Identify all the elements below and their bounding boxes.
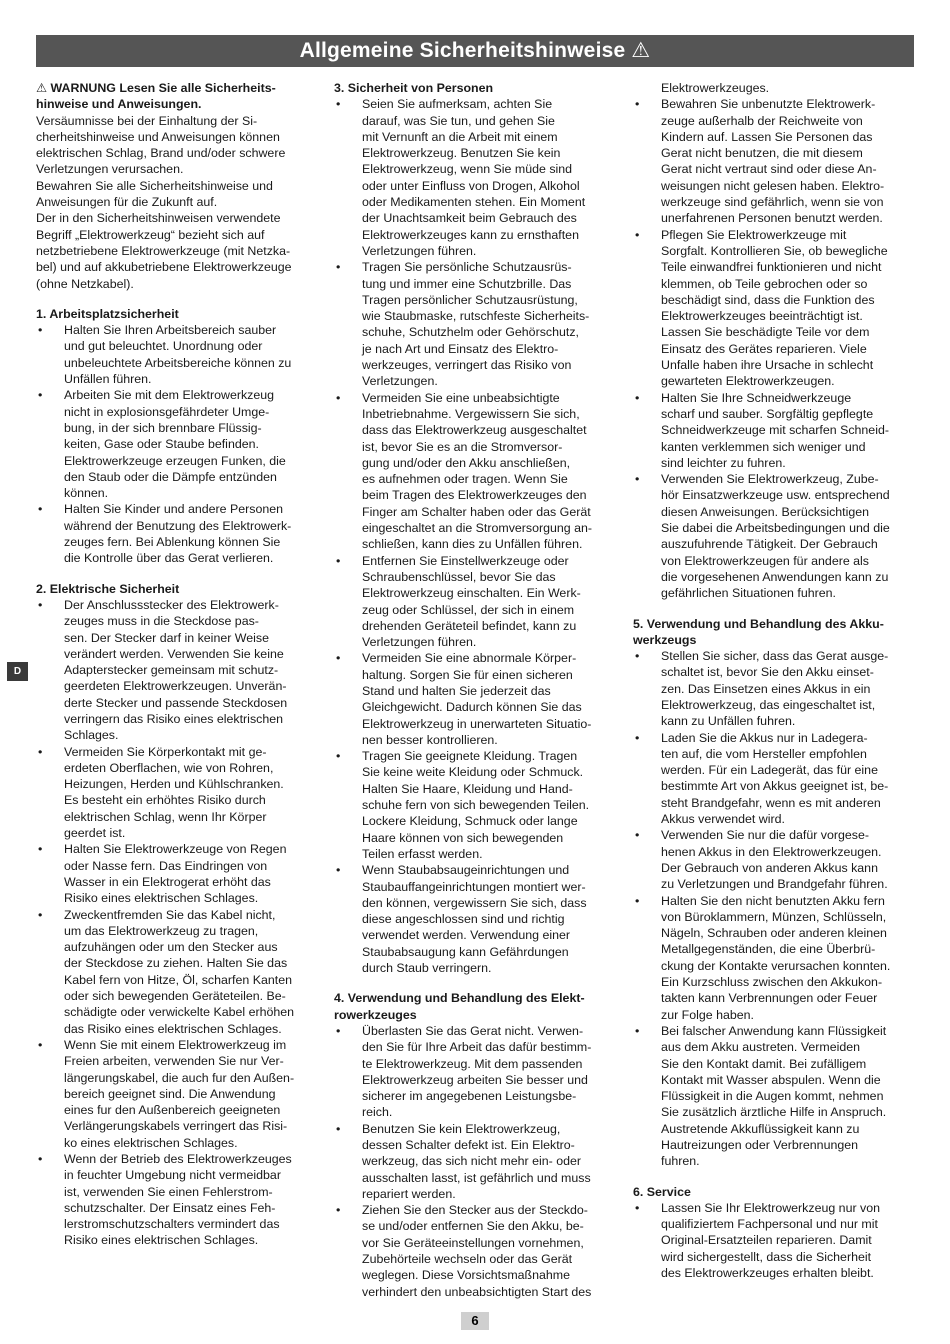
bullet-icon: • <box>336 553 341 568</box>
list-item-text: Halten Sie Elektrowerkzeuge von Regen oder Nasse fern. Das Eindringen von Wasser in ein Elektrogerat erhöht das Risiko eines elektrischen Schlages. <box>64 842 287 906</box>
list-item <box>633 893 915 1023</box>
continuation-text: Elektrowerkzeuges. <box>661 81 770 95</box>
list-item-text: Tragen Sie persönliche Schutzausrüs- tung und immer eine Schutzbrille. Das Tragen persönlicher Schutzausrüstung, wie Staubmaske, rutschfeste Sicherheits- schuhe, Schutzhelm oder Gehörschutz, je nach Art und Einsatz des Elektro- werkzeuges, verringert das Risiko von Verletzungen. <box>362 260 590 389</box>
page-number: 6 <box>461 1312 489 1330</box>
column-3 <box>633 80 915 1281</box>
list-item <box>334 748 616 862</box>
bullet-icon: • <box>635 649 640 664</box>
list-item <box>36 841 316 906</box>
bullet-icon: • <box>336 260 341 275</box>
list-item-text: Stellen Sie sicher, dass das Gerat ausge- schaltet ist, bevor Sie den Akku einset- zen. Das Einsetzen eines Akkus in ein Elektrowerkzeug, das eingeschaltet ist, kann zu Unfällen fuhren. <box>661 649 889 729</box>
bullet-icon: • <box>38 388 43 403</box>
list-item <box>36 322 316 387</box>
list-item-text: Lassen Sie Ihr Elektrowerkzeug nur von qualifiziertem Fachpersonal und nur mit Original-Ersatzteilen reparieren. Damit wird sichergestellt, dass die Sicherheit des Elektrowerkzeuges erhalten bleibt. <box>661 1200 881 1281</box>
list-item <box>334 390 616 553</box>
bullet-icon: • <box>38 907 43 922</box>
bullet-list <box>633 648 915 1170</box>
bullet-list <box>36 322 316 566</box>
list-item <box>36 501 316 566</box>
section-heading-6: 6. Service <box>633 1184 691 1199</box>
list-item <box>36 1151 316 1249</box>
warning-title: ⚠ WARNUNG Lesen Sie alle Sicherheits- hinweise und Anweisungen. <box>36 81 276 112</box>
column-2 <box>334 80 616 1300</box>
section-heading-1: 1. Arbeitsplatzsicherheit <box>36 306 179 321</box>
bullet-icon: • <box>38 323 43 338</box>
section-heading-3: 3. Sicherheit von Personen <box>334 81 494 95</box>
list-item-text: Verwenden Sie Elektrowerkzeug, Zube- hör Einsatzwerkzeuge usw. entsprechend diesen Anweisungen. Berücksichtigen Sie dabei die Arbeitsbedingungen und die auszufuhrende Tätigkeit. Der Gebrauch von Elektrowerkzeugen für andere als die vorgesehenen Anwendungen kann zu gefährlichen Situationen fuhren. <box>661 472 890 601</box>
list-item <box>334 1023 616 1121</box>
bullet-list <box>334 1023 616 1300</box>
list-item-text: Laden Sie die Akkus nur in Ladegera- ten auf, die vom Hersteller empfohlen werden. Für ein Ladegerät, das für eine bestimmte Art von Akkus geeignet ist, be- steht Brandgefahr, wenn es mit anderen Akkus verwendet wird. <box>661 730 889 827</box>
list-item <box>633 1023 915 1170</box>
bullet-icon: • <box>336 97 341 112</box>
bullet-icon: • <box>38 744 43 759</box>
bullet-icon: • <box>38 842 43 857</box>
list-item-text: Entfernen Sie Einstellwerkzeuge oder Schraubenschlüssel, bevor Sie das Elektrowerkzeug einschalten. Ein Werk- zeug oder Schlüssel, der sich in einem drehenden Geräteteil befindet, kann zu Verletzungen führen. <box>362 553 581 650</box>
list-item <box>633 471 915 601</box>
list-item-text: Seien Sie aufmerksam, achten Sie darauf, was Sie tun, und gehen Sie mit Vernunft an die Arbeit mit einem Elektrowerkzeug. Benutzen Sie kein Elektrowerkzeug, wenn Sie müde sind oder unter Einfluss von Drogen, Alkohol oder Medikamenten stehen. Ein Moment der Unachtsamkeit beim Gebrauch des Elektrowerkzeuges kann zu ernsthaften Verletzungen führen. <box>362 97 586 258</box>
bullet-icon: • <box>336 1121 341 1136</box>
bullet-icon: • <box>635 472 640 487</box>
bullet-icon: • <box>635 828 640 843</box>
list-item <box>633 648 915 729</box>
bullet-icon: • <box>635 893 640 908</box>
bullet-icon: • <box>635 390 640 405</box>
bullet-list <box>633 96 915 601</box>
list-item-text: Halten Sie Ihren Arbeitsbereich sauber und gut beleuchtet. Unordnung oder unbeleuchtete Arbeitsbereiche können zu Unfällen führen. <box>64 323 292 387</box>
list-item <box>334 553 616 651</box>
list-item-text: Halten Sie Kinder und andere Personen während der Benutzung des Elektrowerk- zeuges fern. Bei Ablenkung können Sie die Kontrolle über das Gerat verlieren. <box>64 502 292 566</box>
list-item-text: Wenn Staubabsaugeinrichtungen und Staubauffangeinrichtungen montiert wer- den können, vergewissern Sie sich, dass diese angeschlossen sind und richtig verwendet werden. Verwendung einer Staubabsaugung kann Gefährdungen durch Staub verringern. <box>362 863 587 976</box>
bullet-icon: • <box>336 863 341 878</box>
bullet-icon: • <box>635 97 640 112</box>
bullet-icon: • <box>336 749 341 764</box>
list-item-text: Benutzen Sie kein Elektrowerkzeug, dessen Schalter defekt ist. Ein Elektro- werkzeug, das sich nicht mehr ein- oder ausschalten lasst, ist gefährlich und muss repariert werden. <box>362 1121 591 1201</box>
list-item <box>334 96 616 259</box>
list-item <box>36 1037 316 1151</box>
list-item <box>334 650 616 748</box>
bullet-list <box>334 96 616 976</box>
bullet-icon: • <box>336 390 341 405</box>
list-item <box>633 1200 915 1281</box>
list-item-text: Zweckentfremden Sie das Kabel nicht, um das Elektrowerkzeug zu tragen, aufzuhängen oder um den Stecker aus der Steckdose zu ziehen. Halten Sie das Kabel fern von Hitze, Öl, scharfen Kanten oder sich bewegenden Geräteteilen. Be- schädigte oder verwickelte Kabel erhöhen das Risiko eines elektrischen Schlages. <box>64 907 295 1036</box>
list-item <box>334 862 616 976</box>
warning-text: Versäumnisse bei der Einhaltung der Si- cherheitshinweise und Anweisungen können elektrischen Schlag, Brand und/oder schwere Verletzungen verursachen. Bewahren Sie alle Sicherheitshinweise und Anweisungen für die Zukunft auf. Der in den Sicherheitshinweisen verwendete Begriff „Elektrowerkzeug“ bezieht sich auf netzbetriebene Elektrowerkzeuge (mit Netzka- bel) und auf akkubetriebene Elektrowerkzeuge (ohne Netzkabel). <box>36 113 292 291</box>
list-item-text: Ziehen Sie den Stecker aus der Steckdo- se und/oder entfernen Sie den Akku, be- vor Sie Geräteeinstellungen vornehmen, Zubehörteile wechseln oder das Gerät weglegen. Diese Vorsichtsmaßnahme verhindert den unbeabsichtigten Start des <box>362 1203 592 1299</box>
bullet-icon: • <box>336 1203 341 1218</box>
list-item-text: Bewahren Sie unbenutzte Elektrowerk- zeuge außerhalb der Reichweite von Kindern auf. Lassen Sie Personen das Gerat nicht benutzen, die mit diesem Gerat nicht vertraut sind oder diese An- weisungen nicht gelesen haben. Elektro- werkzeuge sind gefährlich, wenn sie von unerfahrenen Personen benutzt werden. <box>661 97 885 226</box>
bullet-icon: • <box>635 1200 640 1215</box>
list-item <box>334 259 616 389</box>
bullet-list <box>36 597 316 1249</box>
list-item-text: Vermeiden Sie eine unbeabsichtigte Inbetriebnahme. Vergewissern Sie sich, dass das Elektrowerkzeug ausgeschaltet ist, bevor Sie es an die Stromversor- gung und/oder den Akku anschließen, es aufnehmen oder tragen. Wenn Sie beim Tragen des Elektrowerkzeuges den Finger am Schalter haben oder das Gerät eingeschaltet an die Stromversorgung an- schließen, kann dies zu Unfällen führen. <box>362 390 593 552</box>
bullet-icon: • <box>336 1023 341 1038</box>
bullet-icon: • <box>635 730 640 745</box>
bullet-icon: • <box>38 1152 43 1166</box>
list-item <box>334 1121 616 1202</box>
list-item-text: Bei falscher Anwendung kann Flüssigkeit aus dem Akku austreten. Vermeiden Sie den Kontakt damit. Bei zufälligem Kontakt mit Wasser abspulen. Wenn die Flüssigkeit in die Augen kommt, nehmen Sie zusätzlich ärztliche Hilfe in Anspruch. Austretende Akkuflüssigkeit kann zu Hautreizungen oder Verbrennungen fuhren. <box>661 1023 887 1169</box>
section-heading-2: 2. Elektrische Sicherheit <box>36 581 180 596</box>
list-item <box>633 730 915 828</box>
list-item-text: Der Anschlussstecker des Elektrowerk- zeuges muss in die Steckdose pas- sen. Der Stecker darf in keiner Weise verändert werden. Verwenden Sie keine Adapterstecker gemeinsam mit schutz- geerdeten Elektrowerkzeugen. Unverän- derte Stecker und passende Steckdosen verringern das Risiko eines elektrischen Schlages. <box>64 597 288 743</box>
list-item-text: Vermeiden Sie Körperkontakt mit ge- erdeten Oberflachen, wie von Rohren, Heizungen, Herden und Kühlschranken. Es besteht ein erhöhtes Risiko durch elektrischen Schlag, wenn Ihr Körper geerdet ist. <box>64 744 284 841</box>
list-item-text: Pflegen Sie Elektrowerkzeuge mit Sorgfalt. Kontrollieren Sie, ob bewegliche Teile einwandfrei funktionieren und nicht klemmen, ob Teile gebrochen oder so beschädigt sind, dass die Funktion des Elektrowerkzeuges beeinträchtigt ist. Lassen Sie beschädigte Teile vor dem Einsatz des Gerätes reparieren. Viele Unfalle haben ihre Ursache in schlecht gewarteten Elektrowerkzeugen. <box>661 227 888 389</box>
bullet-icon: • <box>38 502 43 517</box>
list-item <box>334 1202 616 1300</box>
list-item-text: Arbeiten Sie mit dem Elektrowerkzeug nicht in explosionsgefährdeter Umge- bung, in der sich brennbare Flüssig- keiten, Gase oder Staube befinden. Elektrowerkzeuge erzeugen Funken, die den Staub oder die Dämpfe entzünden können. <box>64 388 286 501</box>
column-1 <box>36 80 316 1249</box>
bullet-icon: • <box>635 227 640 242</box>
list-item <box>36 387 316 501</box>
list-item-text: Tragen Sie geeignete Kleidung. Tragen Sie keine weite Kleidung oder Schmuck. Halten Sie Haare, Kleidung und Hand- schuhe fern von sich bewegenden Teilen. Lockere Kleidung, Schmuck oder lange Haare können von sich bewegenden Teilen erfasst werden. <box>362 749 590 861</box>
list-item <box>36 744 316 842</box>
section-heading-4: 4. Verwendung und Behandlung des Elekt- rowerkzeuges <box>334 991 585 1022</box>
bullet-icon: • <box>336 651 341 666</box>
page-title: Allgemeine Sicherheitshinweise ⚠ <box>36 35 914 67</box>
list-item-text: Verwenden Sie nur die dafür vorgese- henen Akkus in den Elektrowerkzeugen. Der Gebrauch von anderen Akkus kann zu Verletzungen und Brandgefahr führen. <box>661 828 888 892</box>
language-tab: D <box>7 662 28 681</box>
list-item-text: Wenn Sie mit einem Elektrowerkzeug im Freien arbeiten, verwenden Sie nur Ver- längerungskabel, die auch fur den Außen- bereich geeignet sind. Die Anwendung eines fur den Außenbereich geeigneten Verlängerungskabels verringert das Risi- ko eines elektrischen Schlages. <box>64 1037 295 1150</box>
list-item <box>633 227 915 390</box>
list-item <box>36 907 316 1037</box>
list-item <box>633 390 915 471</box>
bullet-icon: • <box>38 597 43 612</box>
bullet-icon: • <box>38 1037 43 1052</box>
list-item-text: Halten Sie Ihre Schneidwerkzeuge scharf und sauber. Sorgfältig gepflegte Schneidwerkzeuge mit scharfen Schneid- kanten verklemmen sich weniger und sind leichter zu fuhren. <box>661 390 889 470</box>
list-item <box>36 597 316 744</box>
section-heading-5: 5. Verwendung und Behandlung des Akku- werkzeugs <box>633 616 884 647</box>
bullet-list <box>633 1200 915 1281</box>
list-item-text: Wenn der Betrieb des Elektrowerkzeuges in feuchter Umgebung nicht vermeidbar ist, verwenden Sie einen Fehlerstrom- schutzschalter. Der Einsatz eines Feh- lerstromschutzschalters vermindert das Risiko eines elektrischen Schlages. <box>64 1152 292 1248</box>
list-item <box>633 96 915 226</box>
list-item-text: Vermeiden Sie eine abnormale Körper- haltung. Sorgen Sie für einen sicheren Stand und halten Sie jederzeit das Gleichgewicht. Dadurch können Sie das Elektrowerkzeug in unerwarteten Situatio- nen besser kontrollieren. <box>362 651 592 747</box>
list-item-text: Überlasten Sie das Gerat nicht. Verwen- den Sie für Ihre Arbeit das dafür bestimm- te Elektrowerkzeug. Mit dem passenden Elektrowerkzeug arbeiten Sie besser und sicherer im angegebenen Leistungsbe- reich. <box>362 1023 592 1120</box>
list-item <box>633 827 915 892</box>
bullet-icon: • <box>635 1023 640 1038</box>
list-item-text: Halten Sie den nicht benutzten Akku fern von Büroklammern, Münzen, Schlüsseln, Nägeln, Schrauben oder anderen kleinen Metallgegenständen, die eine Überbrü- ckung der Kontakte verursachen konnten. Ein Kurzschluss zwischen den Akkukon- takten kann Verbrennungen oder Feuer zur Folge haben. <box>661 893 891 1022</box>
